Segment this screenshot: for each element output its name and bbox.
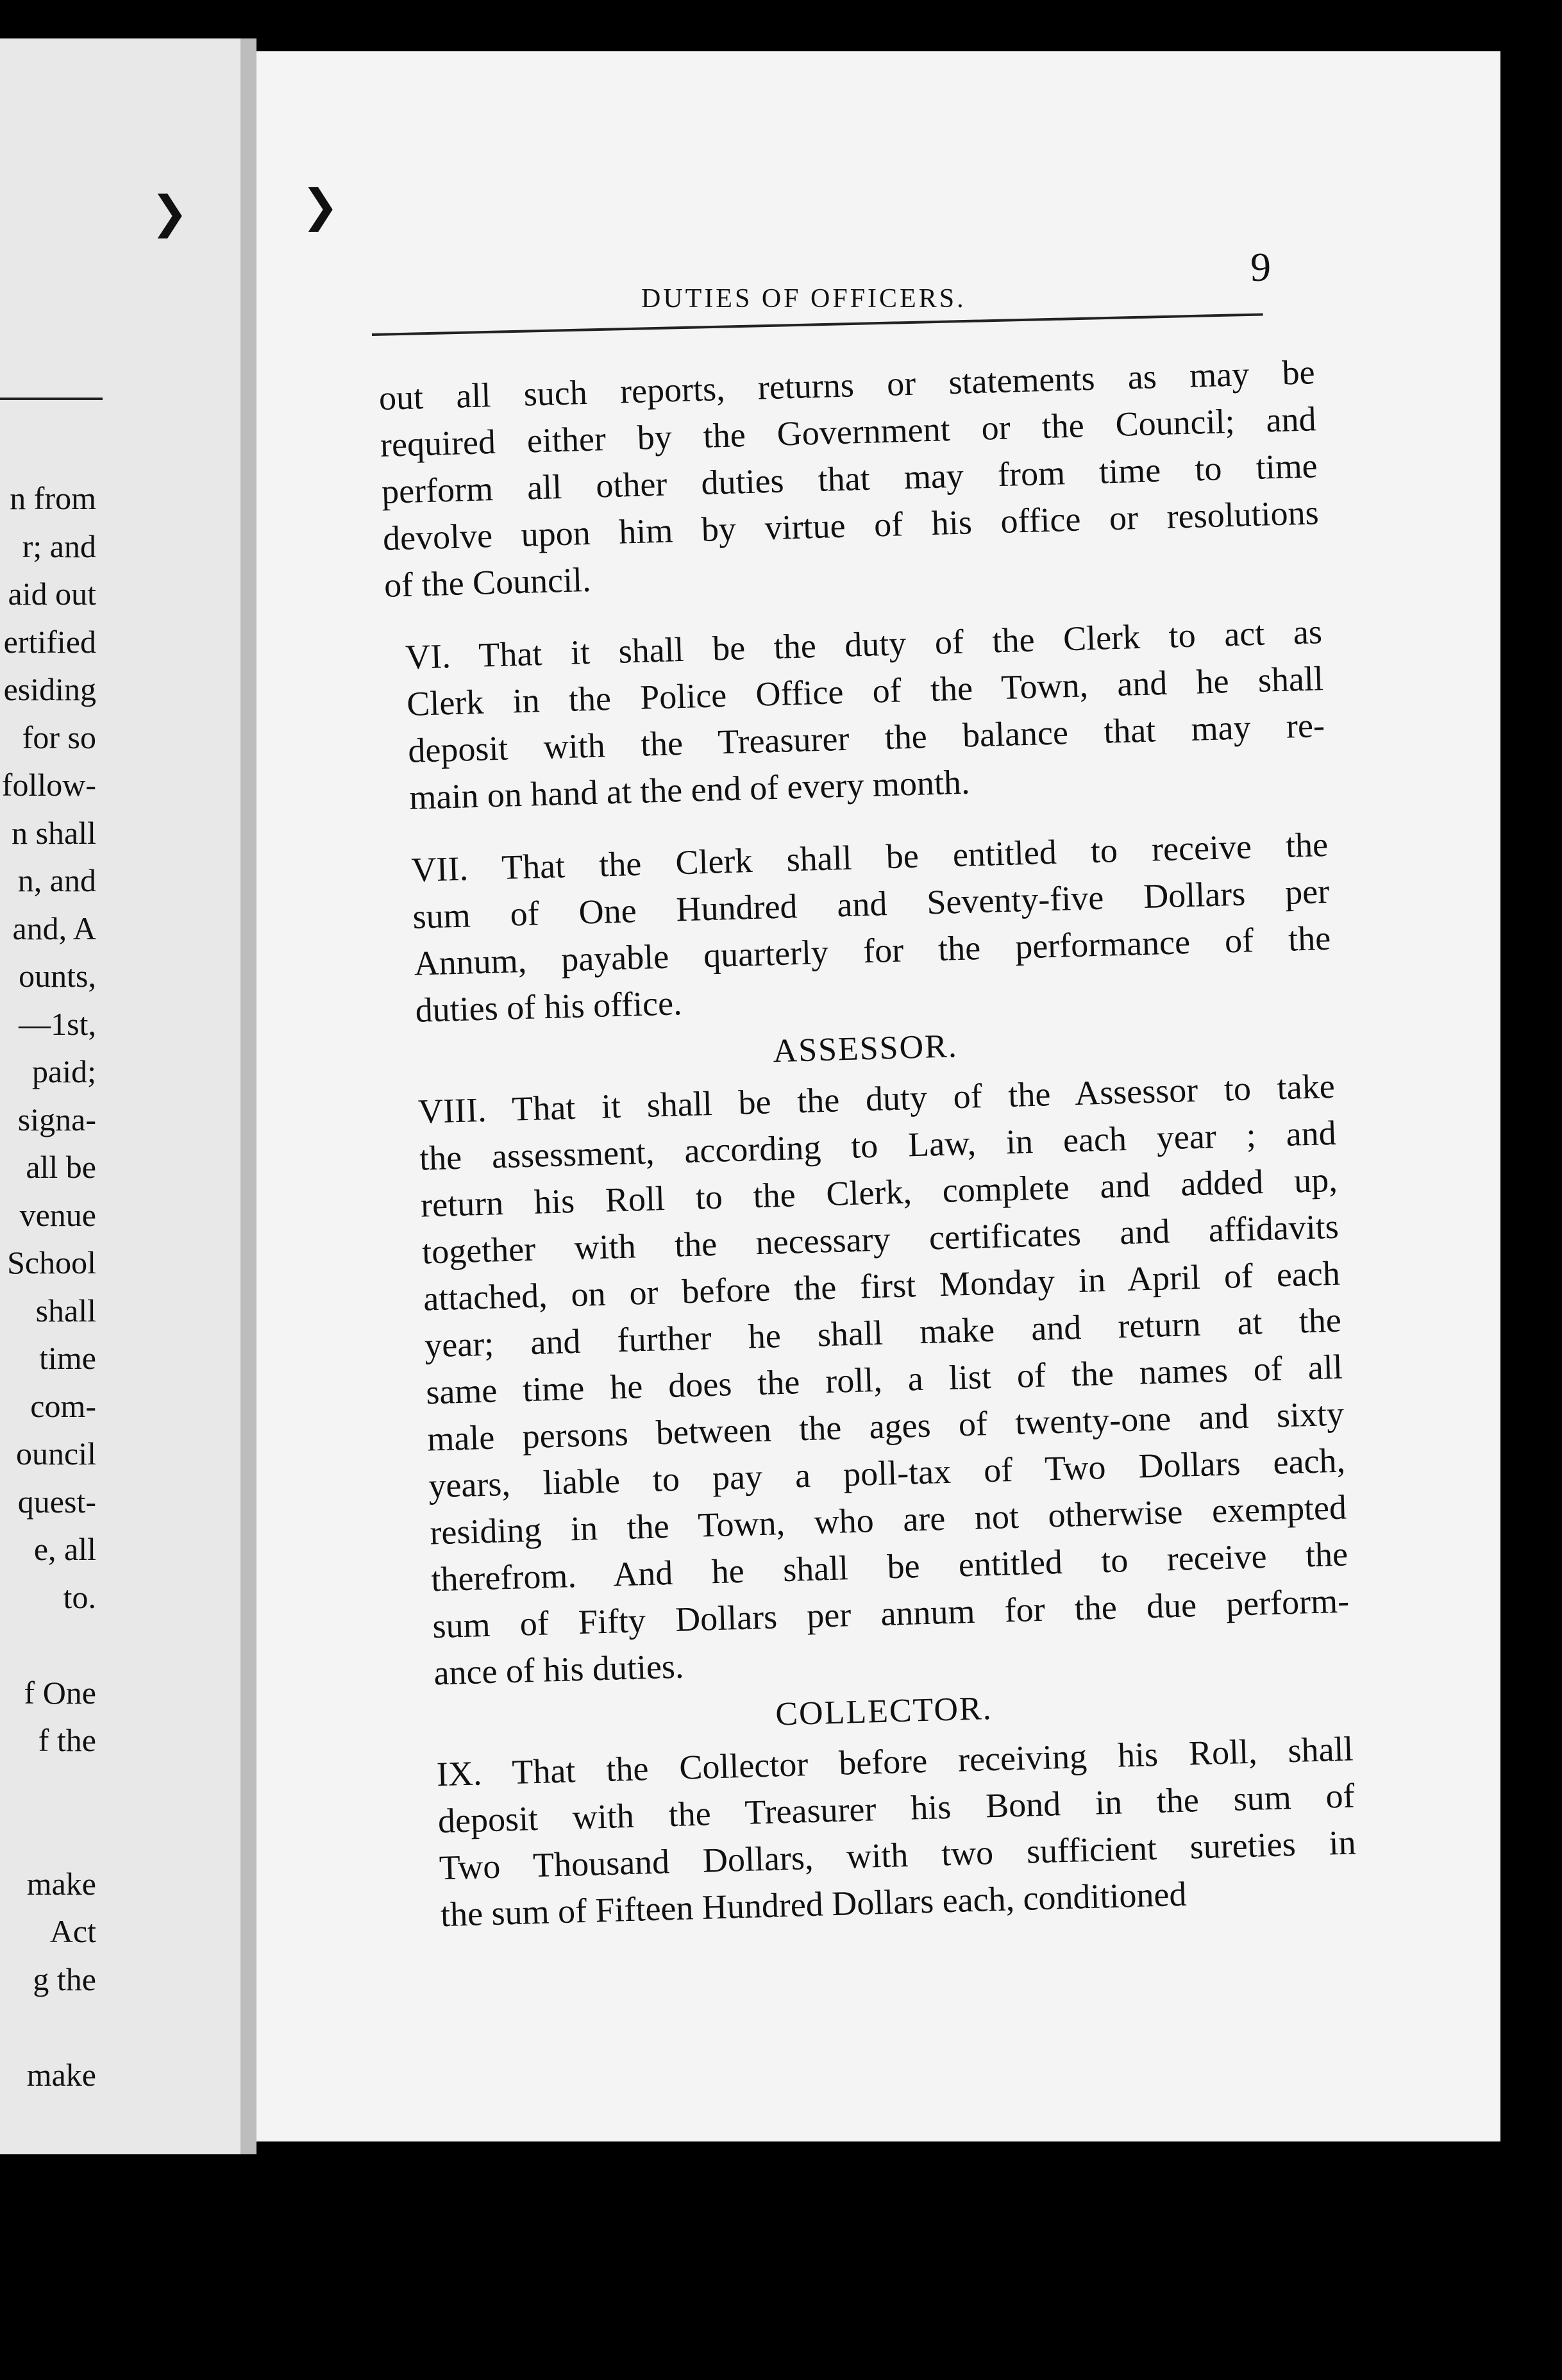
left-fragment-line bbox=[0, 2003, 96, 2051]
text-line: years, liable to pay a poll-tax of Two Dollars each, bbox=[428, 1441, 1346, 1505]
left-page bbox=[0, 38, 247, 2154]
text-line: therefrom. And he shall be entitled to receive the bbox=[430, 1534, 1348, 1599]
left-page-text-fragments bbox=[0, 474, 96, 2099]
paragraph-section-ix bbox=[417, 1725, 1358, 1939]
text-line: same time he does the roll, a list of the names of all bbox=[425, 1347, 1343, 1412]
text-line: deposit with the Treasurer his Bond in the sum of bbox=[437, 1776, 1356, 1841]
left-fragment-line: g the bbox=[33, 1961, 96, 1997]
text-line: the sum of Fifteen Hundred Dollars each, conditioned bbox=[440, 1874, 1188, 1934]
left-fragment-line: make bbox=[26, 1865, 96, 1902]
book-gutter bbox=[240, 38, 256, 2154]
left-fragment-line bbox=[0, 1764, 96, 1813]
page-mark-right: ❯ bbox=[301, 182, 339, 231]
paragraph-section-vi bbox=[385, 608, 1327, 822]
text-line: residing in the Town, who are not otherwise exempted bbox=[429, 1488, 1347, 1552]
page-mark-left: ❯ bbox=[151, 189, 189, 238]
left-fragment-line: esiding bbox=[3, 671, 96, 707]
left-fragment-line: ouncil bbox=[16, 1436, 96, 1471]
text-line: VII. That the Clerk shall be entitled to receive the bbox=[410, 825, 1329, 889]
left-fragment-line: signa- bbox=[17, 1101, 96, 1137]
text-line: the assessment, according to Law, in each year ; and bbox=[419, 1113, 1337, 1178]
right-page bbox=[256, 51, 1500, 2141]
text-line: required either by the Government or the Council; and bbox=[380, 399, 1317, 464]
left-fragment-line: School bbox=[7, 1244, 96, 1280]
left-fragment-line bbox=[0, 1621, 96, 1669]
left-fragment-line bbox=[0, 1812, 96, 1860]
text-line: Annum, payable quarterly for the performance of the bbox=[413, 918, 1331, 983]
text-line: Two Thousand Dollars, with two sufficient sureties in bbox=[439, 1823, 1357, 1888]
text-line: deposit with the Treasurer the balance that may re- bbox=[407, 706, 1325, 770]
text-line: out all such reports, returns or statements as may be bbox=[378, 353, 1316, 417]
text-line: VI. That it shall be the duty of the Clerk to act as bbox=[405, 612, 1323, 676]
running-head: DUTIES OF OFFICERS. bbox=[641, 284, 966, 314]
text-line: duties of his office. bbox=[414, 984, 683, 1030]
left-fragment-line: quest- bbox=[17, 1483, 96, 1520]
left-fragment-line: n, and bbox=[17, 862, 96, 898]
text-line: sum of One Hundred and Seventy-five Dollars per bbox=[412, 871, 1330, 936]
text-line: perform all other duties that may from time to time bbox=[381, 446, 1318, 511]
left-fragment-line: f One bbox=[24, 1674, 96, 1711]
text-line: VIII. That it shall be the duty of the Assessor to take bbox=[417, 1066, 1336, 1131]
text-line: ance of his duties. bbox=[433, 1647, 685, 1693]
text-line: Clerk in the Police Office of the Town, and he shall bbox=[406, 659, 1324, 723]
left-fragment-line: paid; bbox=[32, 1053, 96, 1089]
left-header-rule bbox=[0, 398, 103, 400]
left-fragment-line: venue bbox=[19, 1196, 96, 1233]
left-fragment-line: and, A bbox=[12, 910, 96, 946]
left-fragment-line: com- bbox=[30, 1387, 96, 1424]
left-fragment-line: n shall bbox=[12, 814, 96, 851]
left-fragment-line: aid out bbox=[8, 576, 96, 612]
left-fragment-line: r; and bbox=[22, 528, 96, 564]
left-fragment-line: f the bbox=[38, 1722, 96, 1758]
text-line: of the Council. bbox=[383, 560, 592, 605]
left-fragment-line: Act bbox=[49, 1913, 96, 1949]
left-fragment-line: ounts, bbox=[19, 958, 96, 994]
left-fragment-line: e, all bbox=[33, 1531, 96, 1567]
left-fragment-line: time bbox=[39, 1340, 96, 1376]
text-line: male persons between the ages of twenty-one and sixty bbox=[426, 1394, 1345, 1459]
left-fragment-line: —1st, bbox=[19, 1005, 96, 1042]
text-line: sum of Fifty Dollars per annum for the due perform- bbox=[432, 1581, 1350, 1646]
left-fragment-line: for so bbox=[22, 719, 96, 755]
heading-assessor: ASSESSOR. bbox=[772, 1028, 959, 1070]
text-line: together with the necessary certificates and affidavits bbox=[421, 1207, 1339, 1271]
left-fragment-line: ertified bbox=[3, 623, 96, 660]
text-line: IX. That the Collector before receiving his Roll, shall bbox=[436, 1729, 1354, 1794]
left-fragment-line: n from bbox=[10, 480, 96, 516]
left-fragment-line: all be bbox=[26, 1149, 96, 1185]
left-fragment-line: to. bbox=[63, 1579, 96, 1615]
left-fragment-line: shall bbox=[35, 1292, 96, 1328]
paragraph-section-vii bbox=[392, 821, 1333, 1035]
left-fragment-line: follow- bbox=[1, 767, 96, 803]
text-line: main on hand at the end of every month. bbox=[408, 762, 971, 817]
paragraph-continuation bbox=[378, 349, 1321, 609]
page-number: 9 bbox=[1250, 244, 1271, 290]
text-line: return his Roll to the Clerk, complete and added up, bbox=[420, 1160, 1338, 1225]
body-text bbox=[378, 349, 1358, 1939]
text-line: attached, on or before the first Monday in April of each bbox=[423, 1253, 1341, 1318]
text-line: year; and further he shall make and return at the bbox=[424, 1300, 1342, 1365]
text-line: devolve upon him by virtue of his office or resolutions bbox=[382, 493, 1320, 558]
heading-collector: COLLECTOR. bbox=[775, 1690, 993, 1733]
header-rule bbox=[372, 313, 1263, 336]
paragraph-section-viii bbox=[398, 1063, 1351, 1697]
left-fragment-line: make bbox=[26, 2056, 96, 2093]
